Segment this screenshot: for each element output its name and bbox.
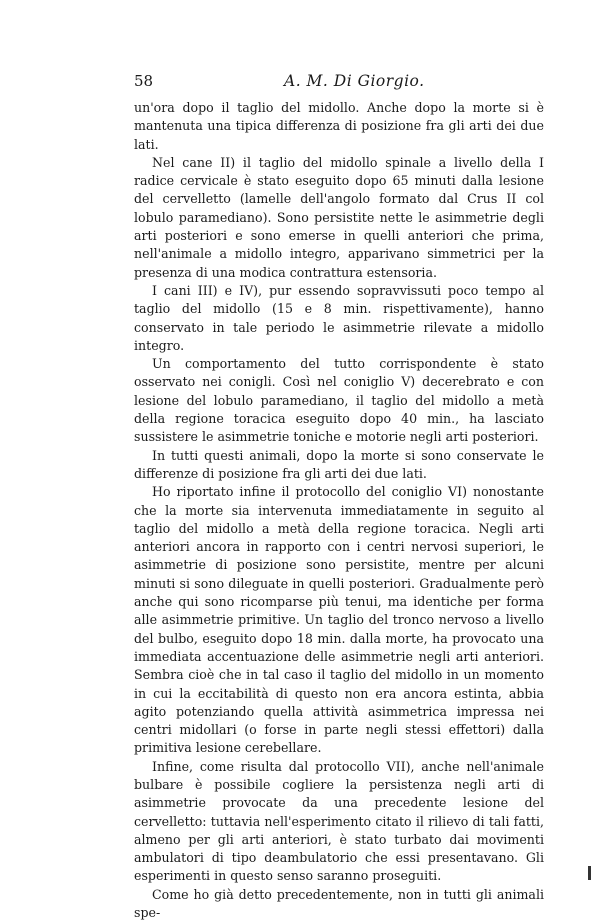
paragraph: Infine, come risulta dal protocollo VII), anche nell'animale bulbare è possibile cogliere la persistenza negli arti di asimmetrie provocate da una precedente lesione del cervelletto: tuttavia nell'esperimento citato il rilievo di tali fatti, almeno per gli arti anteriori, è stato turbato dai movimenti ambulatori di tipo deambulatorio che essi presentavano. Gli esperimenti in questo senso saranno proseguiti. xyxy=(134,758,544,884)
page-number: 58 xyxy=(134,72,154,90)
paragraph: Nel cane II) il taglio del midollo spinale a livello della I radice cervicale è stato eseguito dopo 65 minuti dalla lesione del cervelletto (lamelle dell'angolo formato dal Crus II col lobulo paramediano). Sono persistite nette le asimmetrie degli arti posteriori e sono emerse in quelli anteriori che prima, nell'animale a midollo integro, apparivano simmetrici per la presenza di una modica contrattura estensoria. xyxy=(134,154,544,280)
paragraph: Come ho già detto precedentemente, non in tutti gli animali spe- xyxy=(134,886,544,921)
paragraph: I cani III) e IV), pur essendo sopravvissuti poco tempo al taglio del midollo (15 e 8 min. rispettivamente), hanno conservato in tale periodo le asimmetrie rilevate a midollo integro. xyxy=(134,282,544,353)
paragraph: Un comportamento del tutto corrispondente è stato osservato nei conigli. Così nel coniglio V) decerebrato e con lesione del lobulo paramediano, il taglio del midollo a metà della regione toracica eseguito dopo 40 min., ha lasciato sussistere le asimmetrie toniche e motorie negli arti posteriori. xyxy=(134,356,544,445)
paragraph: un'ora dopo il taglio del midollo. Anche dopo la morte si è mantenuta una tipica differenza di posizione fra gli arti dei due lati. xyxy=(134,100,544,152)
body-text xyxy=(134,99,544,922)
paragraph: In tutti questi animali, dopo la morte si sono conservate le differenze di posizione fra gli arti dei due lati. xyxy=(134,447,544,481)
margin-mark xyxy=(588,866,591,880)
paragraph: Ho riportato infine il protocollo del coniglio VI) nonostante che la morte sia intervenuta immediatamente in seguito al taglio del midollo a metà della regione toracica. Negli arti anteriori ancora in rapporto con i centri nervosi superiori, le asimmetrie di posizione sono persistite, mentre per alcuni minuti si sono dileguate in quelli posteriori. Gradualmente però anche qui sono ricomparse più tenui, ma identiche per forma alle asimmetrie primitive. Un taglio del tronco nervoso a livello del bulbo, eseguito dopo 18 min. dalla morte, ha provocato una immediata accentuazione delle asimmetrie negli arti anteriori. Sembra cioè che in tal caso il taglio del midollo in un momento in cui la eccitabilità di questo non era ancora estinta, abbia agito potenziando quella attività asimmetrica impressa nei centri midollari (o forse in parte negli stessi effettori) dalla primitiva lesione cerebellare. xyxy=(134,484,544,756)
page-header xyxy=(134,72,544,92)
running-head: A. M. Di Giorgio. xyxy=(284,72,425,90)
